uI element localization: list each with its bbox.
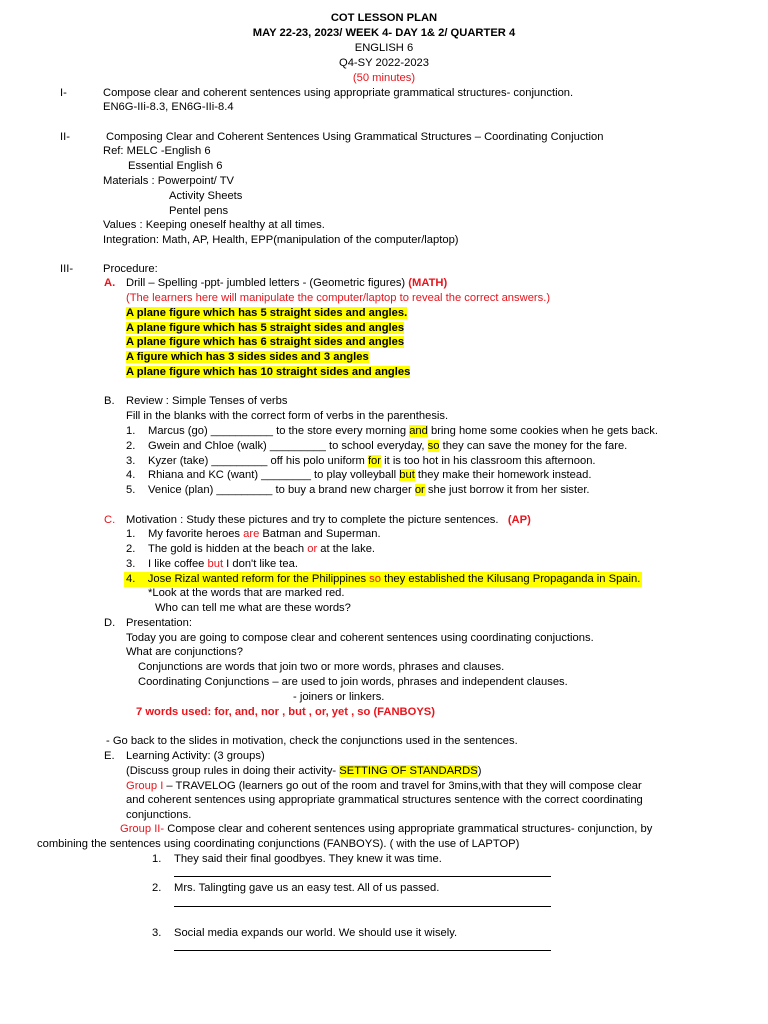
motivation-item-text: My favorite heroes are Batman and Superman.	[148, 528, 381, 540]
exercise-number: 2.	[152, 882, 162, 894]
review-item-text: Venice (plan) _________ to buy a brand new charger or she just borrow it from her sister.	[148, 484, 590, 496]
motivation-note-2: Who can tell me what are these words?	[155, 602, 351, 614]
presentation-line-3: Conjunctions are words that join two or more words, phrases and clauses.	[138, 661, 505, 673]
reference-line-2: Essential English 6	[128, 160, 223, 172]
section-3-numeral: III-	[60, 263, 74, 275]
motivation-item-text: The gold is hidden at the beach or at the lake.	[148, 543, 376, 555]
exercise-number: 3.	[152, 927, 162, 939]
review-item: 2.	[126, 440, 136, 452]
answer-line[interactable]	[174, 940, 551, 951]
lesson-plan-title: COT LESSON PLAN	[330, 12, 438, 24]
integration-line: Integration: Math, AP, Health, EPP(manipulation of the computer/laptop)	[103, 234, 459, 246]
fanboys-line: 7 words used: for, and, nor , but , or, yet , so (FANBOYS)	[136, 706, 435, 718]
review-item-text: Gwein and Chloe (walk) _________ to school everyday, so they can save the money for the fare.	[148, 440, 628, 452]
part-b-letter: B.	[104, 395, 115, 407]
motivation-item-text: I like coffee but I don't like tea.	[148, 558, 298, 570]
materials-line-1: Materials : Powerpoint/ TV	[103, 175, 234, 187]
group-2-line-1: Group II- Compose clear and coherent sentences using appropriate grammatical structures- conjunction, by	[120, 823, 653, 835]
presentation-line-4: Coordinating Conjunctions – are used to join words, phrases and independent clauses.	[138, 676, 568, 688]
go-back-line: - Go back to the slides in motivation, check the conjunctions used in the sentences.	[106, 735, 518, 747]
part-c-tag: (AP)	[507, 514, 531, 526]
group-1-label: Group I	[126, 780, 164, 792]
materials-line-2: Activity Sheets	[169, 190, 243, 202]
group-2-line-2: combining the sentences using coordinating conjunctions (FANBOYS). ( with the use of LAPTOP)	[37, 838, 520, 850]
reference-line-1: Ref: MELC -English 6	[103, 145, 211, 157]
exercise-number: 1.	[152, 853, 162, 865]
part-e-heading: Learning Activity: (3 groups)	[126, 750, 265, 762]
part-c-heading: Motivation : Study these pictures and try to complete the picture sentences. (AP)	[126, 514, 531, 526]
presentation-line-1: Today you are going to compose clear and coherent sentences using coordinating conjuctions.	[126, 632, 594, 644]
section-1-codes: EN6G-IIi-8.3, EN6G-IIi-8.4	[103, 101, 234, 113]
exercise-sentence: Mrs. Talingting gave us an easy test. All of us passed.	[174, 882, 440, 894]
group-1-line-2: and coherent sentences using appropriate grammatical structures sentence with the correct coordinating	[126, 794, 643, 806]
duration: 50 minutes	[356, 72, 412, 84]
procedure-label: Procedure:	[103, 263, 158, 275]
group-2-label: Group II-	[120, 823, 165, 835]
drill-item: A plane figure which has 5 straight sides and angles	[126, 322, 405, 334]
exercise-sentence: They said their final goodbyes. They knew it was time.	[174, 853, 442, 865]
values-line: Values : Keeping oneself healthy at all times.	[103, 219, 325, 231]
part-a-text: Drill – Spelling -ppt- jumbled letters - (Geometric figures)	[126, 277, 409, 289]
section-2-topic: Composing Clear and Coherent Sentences Using Grammatical Structures – Coordinating Conjuction	[106, 131, 604, 143]
drill-item: A plane figure which has 6 straight sides and angles	[126, 336, 405, 348]
group-1-line-3: conjunctions.	[126, 809, 192, 821]
section-1-objective: Compose clear and coherent sentences using appropriate grammatical structures- conjunction.	[103, 87, 574, 99]
materials-line-3: Pentel pens	[169, 205, 229, 217]
exercise-sentence: Social media expands our world. We should use it wisely.	[174, 927, 458, 939]
part-a-tag: (MATH)	[408, 277, 448, 289]
part-a-note: (The learners here will manipulate the computer/laptop to reveal the correct answers.)	[126, 292, 551, 304]
part-a-heading	[126, 276, 447, 291]
answer-line[interactable]	[174, 896, 551, 907]
part-d-letter: D.	[104, 617, 116, 629]
part-b-heading: Review : Simple Tenses of verbs	[126, 395, 288, 407]
review-item-text: Rhiana and KC (want) ________ to play volleyball but they make their homework instead.	[148, 469, 592, 481]
subject-line: ENGLISH 6	[354, 42, 414, 54]
motivation-item: 2.	[126, 543, 136, 555]
motivation-item: 1.	[126, 528, 136, 540]
discuss-rules-line: (Discuss group rules in doing their activity- SETTING OF STANDARDS)	[126, 765, 482, 777]
part-d-heading: Presentation:	[126, 617, 192, 629]
drill-item: A figure which has 3 sides sides and 3 angles	[126, 351, 369, 363]
section-1-numeral: I-	[60, 87, 67, 99]
answer-line[interactable]	[174, 866, 551, 877]
date-week-line: MAY 22-23, 2023/ WEEK 4- DAY 1& 2/ QUARTER 4	[252, 27, 516, 39]
review-item: 1.	[126, 425, 136, 437]
part-e-letter: E.	[104, 750, 115, 762]
motivation-note-1: *Look at the words that are marked red.	[148, 587, 345, 599]
duration-line: (50 minutes)	[352, 72, 416, 84]
review-item-text: Kyzer (take) _________ off his polo uniform for it is too hot in his classroom this afternoon.	[148, 455, 596, 467]
drill-item: A plane figure which has 10 straight sides and angles	[126, 366, 411, 378]
part-a-letter: A.	[104, 277, 116, 289]
review-item: 5.	[126, 484, 136, 496]
presentation-line-5: - joiners or linkers.	[293, 691, 385, 703]
group-1-line-1: Group I – TRAVELOG (learners go out of the room and travel for 3mins,with that they will compose clear	[126, 780, 642, 792]
motivation-item-highlighted: 4. Jose Rizal wanted reform for the Philippines so they established the Kilusang Propaganda in Spain.	[126, 573, 641, 585]
section-2-numeral: II-	[60, 131, 70, 143]
school-year-line: Q4-SY 2022-2023	[339, 57, 429, 69]
part-b-instruction: Fill in the blanks with the correct form of verbs in the parenthesis.	[126, 410, 449, 422]
motivation-item: 3.	[126, 558, 136, 570]
review-item: 3.	[126, 455, 136, 467]
part-c-letter: C.	[104, 514, 116, 526]
review-item: 4.	[126, 469, 136, 481]
drill-item: A plane figure which has 5 straight sides and angles.	[126, 307, 408, 319]
presentation-line-2: What are conjunctions?	[126, 646, 243, 658]
review-item-text: Marcus (go) __________ to the store every morning and bring home some cookies when he gets back.	[148, 425, 658, 437]
